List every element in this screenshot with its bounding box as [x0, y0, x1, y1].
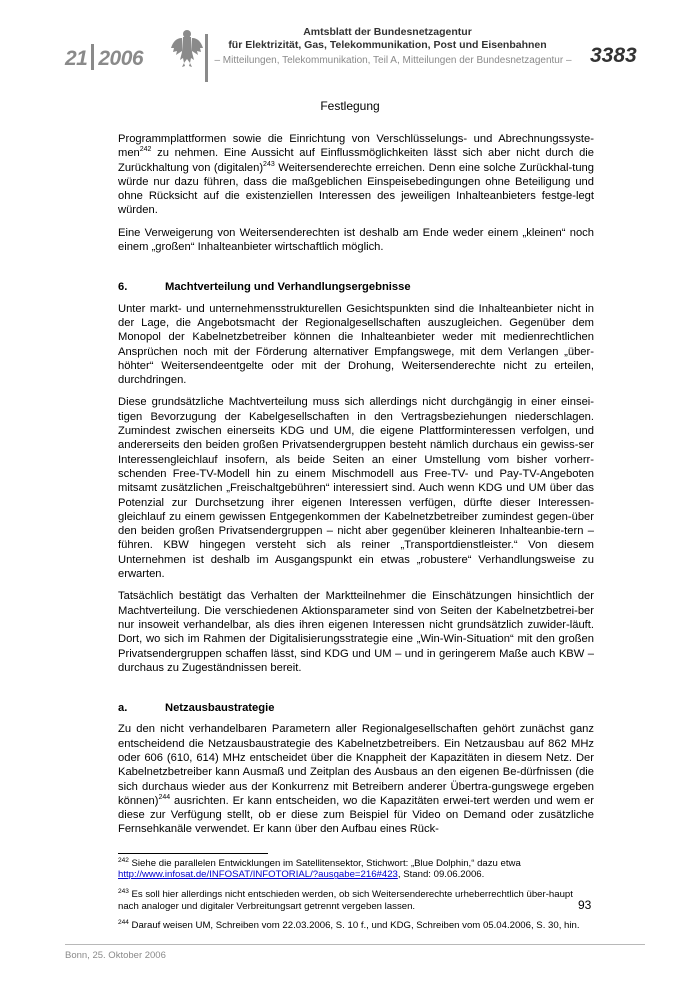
footnote-number: 243 [118, 887, 129, 895]
publication-title-line2: für Elektrizität, Gas, Telekommunikation, Post und Eisenbahnen [228, 39, 547, 51]
footnote-ref-243[interactable]: 243 [263, 160, 275, 168]
document-page-number: 93 [578, 898, 592, 912]
footnote-separator [118, 853, 268, 854]
footer-divider [65, 944, 645, 945]
publication-title-line1: Amtsblatt der Bundesnetzagentur [303, 26, 472, 38]
paragraph: Eine Verweigerung von Weitersenderechten ist deshalb am Ende weder einem „kleinen“ noch einem „großen“ Inhalteanbieter wirtschaftlich möglich. [118, 226, 594, 254]
text-run: ausrichten. Er kann entscheiden, wo die Kapazitäten erwei-tert werden und wem er diese zur Verfügung stellt, ob er diese zum Beispiel für Video on Demand oder zusätzliche Fernsehkanäle verwendet. Er kann über den Aufbau eines Rück- [118, 794, 594, 836]
text-run: Weitersenderechte erreichen. Denn eine solche Zurückhal-tung würde nur dazu führen, dass die maßgeblichen Einspeisebedingungen ohne Beteiligung und ohne Rücksicht auf die existenziellen Interessen des jeweiligen Inhalteanbieters festge-legt würden. [118, 161, 594, 217]
paragraph: Diese grundsätzliche Machtverteilung muss sich allerdings nicht durchgängig in einer einsei-tigen Bevorzugung der Kabelgesellschaften in den Vertragsbeziehungen niederschlagen. Zumindest zwischen einerseits KDG und UM, die eigene Plattforminteressen verfolgen, und andererseits den beiden großen Privatsendergruppen besteht nämlich durchaus ein gewiss-ser Interessengleichlauf insofern, als beide Seiten an einer Umstellung vom bisher vorherr-schenden Free-TV-Modell hin zu einem Mischmodell aus Free-TV- und Pay-TV-Angeboten mitsamt zusätzlichen „Freischaltgebühren“ interessiert sind. Auch wenn KDG und UM über das Potenzial zur Durchsetzung ihrer eigenen Interessen verfügen, dürfte dieser Interessen-gleichlauf zu einem gewissen Entgegenkommen der Kabelnetzbetreiber zumindest gegen-über den beiden großen Privatsendergruppen – nicht aber gegenüber kleineren Inhalteanbie-tern – führen. KBW hingegen versteht sich als reiner „Transportdienstleister.“ Von diesem Unternehmen ist deshalb im Ausgangspunkt ein etwas „robustere“ Verhandlungsweise zu erwarten. [118, 396, 594, 581]
footnote-text: Siehe die parallelen Entwicklungen im Satellitensektor, Stichwort: „Blue Dolphin,“ dazu etwa [128, 857, 521, 869]
footnote-ref-242[interactable]: 242 [139, 146, 152, 154]
footer-date: Bonn, 25. Oktober 2006 [65, 950, 166, 961]
footnote-ref-244[interactable]: 244 [158, 793, 171, 801]
heading-text: Netzausbaustrategie [165, 702, 275, 715]
issue-number [65, 44, 143, 71]
footnote-244 [118, 920, 594, 932]
footnote-text: Darauf weisen UM, Schreiben vom 22.03.2006, S. 10 f., und KDG, Schreiben vom 05.04.2006, S. 30, hin. [128, 920, 580, 932]
text-run: Zu den nicht verhandelbaren Parametern aller Regionalgesellschaften gehört zunächst ganz entscheidend die Netzausbaustrategie des Kabelnetzbetreibers. Ein Netzausbau auf 862 MHz oder 606 (610, 614) MHz entscheidet über die Knappheit der Kapazitäten in diesem Netz. Der Kabelnetzbetreiber kann Ausmaß und Zeitplan des Ausbaus an den eigenen Be-dürfnissen (die sich durchaus wieder aus der Konkurrenz mit Betreibern anderer Übertra-gungswege ergeben können) [118, 723, 594, 807]
heading-number: 6. [118, 281, 128, 294]
issue-separator [91, 44, 94, 70]
footnote-242 [118, 858, 594, 881]
footnote-link[interactable]: http://www.infosat.de/INFOSAT/INFOTORIAL/?ausgabe=216#423 [118, 869, 398, 881]
section-title: Festlegung [320, 99, 380, 113]
issue-year: 2006 [98, 47, 144, 70]
section-heading-a [118, 701, 594, 715]
section-heading-6 [118, 280, 594, 294]
issue-number-value: 21 [65, 47, 88, 70]
paragraph [118, 722, 594, 836]
footnote-text: Es soll hier allerdings nicht entschieden werden, ob sich Weitersenderechte urheberrechtlich über-haupt nach analoger und digitaler Verbreitungsart getrennt vergeben lassen. [118, 888, 573, 912]
paragraph: Tatsächlich bestätigt das Verhalten der Marktteilnehmer die Einschätzungen hinsichtlich der Machtverteilung. Die verschiedenen Aktionsparameter sind von Seiten der Kabelnetzbetrei-ber nur insoweit verhandelbar, als dies ihren eigenen Interessen nicht grundsätzlich zuwider-läuft. Dort, wo sich im Rahmen der Digitalisierungsstrategie eine „Win-Win-Situation“ mit den großen Privatsendergruppen schaffen lässt, sind KDG und UM – und in geringerem Maße auch KBW – durchaus zu Zugeständnissen bereit. [118, 590, 594, 674]
footnote-243 [118, 889, 594, 912]
text-run: Programmplattformen sowie die Einrichtung von Verschlüsselungs- und Abrechnungssyste-men [118, 133, 594, 160]
paragraph [118, 132, 594, 218]
publication-title [215, 26, 560, 52]
heading-text: Machtverteilung und Verhandlungsergebnisse [165, 281, 411, 294]
main-content [118, 132, 594, 940]
federal-eagle-icon [170, 26, 204, 68]
footnote-text: , Stand: 09.06.2006. [397, 869, 485, 881]
publication-subtitle: – Mitteilungen, Telekommunikation, Teil A, Mitteilungen der Bundesnetzagentur – [214, 55, 572, 66]
paragraph: Unter markt- und unternehmensstrukturellen Gesichtspunkten sind die Inhalteanbieter nicht in der Lage, die Angebotsmacht der Regionalgesellschaften auszugleichen. Gegenüber dem Monopol der Kabelnetzbetreiber können die Inhalteanbieter weder mit medienrechtlichen Ansprüchen noch mit der Förderung alternativer Empfangswege, mit dem Verlangen „über-höhter“ Weitersendeentgelte oder mit der Drohung, Weitersenderechte nicht zu erteilen, durchdringen. [118, 302, 594, 387]
footnote-number: 242 [118, 856, 129, 864]
footnote-number: 244 [118, 919, 129, 927]
heading-number: a. [118, 702, 128, 715]
text-run: zu nehmen. Eine Aussicht auf Einflussmöglichkeiten lässt sich aber nicht durch die Zurückhaltung von (digitalen) [118, 147, 594, 174]
header-page-number: 3383 [590, 44, 637, 67]
header-divider [205, 34, 208, 82]
